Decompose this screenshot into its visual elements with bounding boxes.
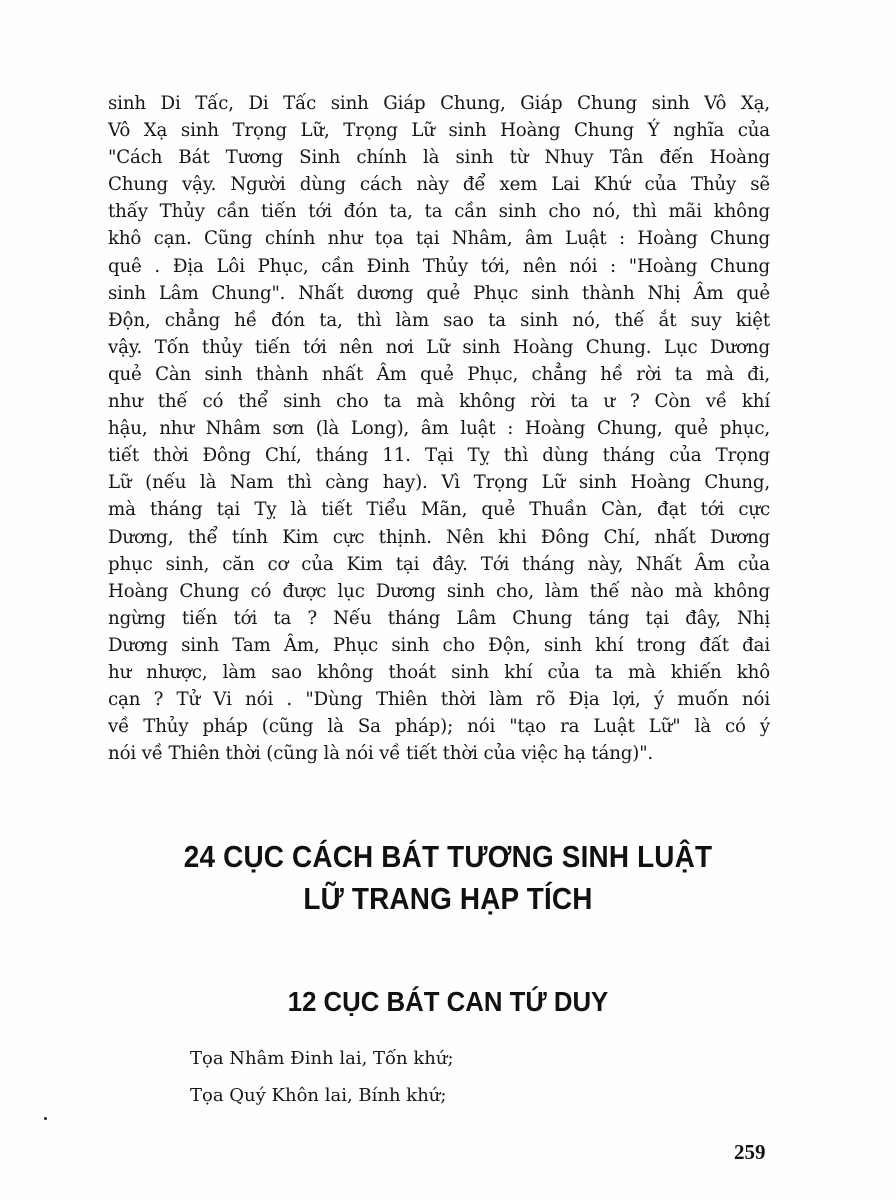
text-line: sinh Di Tấc, Di Tấc sinh Giáp Chung, Giáp Chung sinh Vô Xạ, (108, 93, 770, 114)
page-number: 259 (734, 1140, 766, 1164)
chapter-heading-line: LỮ TRANG HẠP TÍCH (303, 881, 593, 916)
text-line: hư nhược, làm sao không thoát sinh khí của ta mà khiến khô (108, 661, 770, 683)
text-line: vậy. Tốn thủy tiến tới nên nơi Lữ sinh Hoàng Chung. Lục Dương (108, 336, 770, 358)
text-line: Vô Xạ sinh Trọng Lữ, Trọng Lữ sinh Hoàng Chung Ý nghĩa của (108, 120, 770, 142)
verse-line: Tọa Nhâm Đinh lai, Tốn khứ; (190, 1048, 454, 1069)
text-line: nói về Thiên thời (cũng là nói về tiết thời của việc hạ táng)". (108, 743, 654, 765)
text-line: ngừng tiến tới ta ? Nếu tháng Lâm Chung táng tại đây, Nhị (108, 607, 770, 629)
text-line: như thế có thể sinh cho ta mà không rời ta ư ? Còn về khí (108, 391, 770, 413)
text-line: mà tháng tại Tỵ là tiết Tiểu Mãn, quẻ Thuần Càn, đạt tới cực (108, 499, 770, 521)
text-line: khô cạn. Cũng chính như tọa tại Nhâm, âm Luật : Hoàng Chung (108, 228, 770, 250)
text-line: Lữ (nếu là Nam thì càng hay). Vì Trọng Lữ sinh Hoàng Chung, (108, 472, 770, 494)
text-line: Dương, thể tính Kim cực thịnh. Nên khi Đông Chí, nhất Dương (108, 526, 770, 548)
text-line: cạn ? Tử Vi nói . "Dùng Thiên thời làm rõ Địa lợi, ý muốn nói (108, 689, 770, 711)
verse-list (190, 1040, 454, 1114)
text-line: Dương sinh Tam Âm, Phục sinh cho Độn, sinh khí trong đất đai (108, 634, 770, 656)
text-line: Hoàng Chung có được lục Dương sinh cho, làm thế nào mà không (108, 580, 770, 602)
text-line: sinh Lâm Chung". Nhất dương quẻ Phục sinh thành Nhị Âm quẻ (108, 282, 770, 304)
chapter-heading (180, 836, 716, 920)
text-line: Độn, chẳng hề đón ta, thì làm sao ta sinh nó, thế ắt suy kiệt (108, 309, 770, 331)
text-line: phục sinh, căn cơ của Kim tại đây. Tới tháng này, Nhất Âm của (108, 553, 770, 575)
verse-line: Tọa Quý Khôn lai, Bính khứ; (190, 1085, 447, 1106)
text-line: Chung vậy. Người dùng cách này để xem Lai Khứ của Thủy sẽ (108, 174, 770, 196)
text-line: quê . Địa Lôi Phục, cần Đinh Thủy tới, nên nói : "Hoàng Chung (108, 255, 770, 277)
section-heading: 12 CỤC BÁT CAN TỨ DUY (287, 986, 609, 1017)
text-line: "Cách Bát Tương Sinh chính là sinh từ Nhuy Tân đến Hoàng (108, 147, 770, 169)
scan-speck (44, 1117, 47, 1120)
chapter-heading-line: 24 CỤC CÁCH BÁT TƯƠNG SINH LUẬT (183, 839, 713, 874)
text-line: quẻ Càn sinh thành nhất Âm quẻ Phục, chẳng hề rời ta mà đi, (108, 363, 770, 385)
text-line: thấy Thủy cần tiến tới đón ta, ta cần sinh cho nó, thì mãi không (108, 201, 770, 223)
text-line: tiết thời Đông Chí, tháng 11. Tại Tỵ thì dùng tháng của Trọng (108, 445, 770, 467)
text-line: hậu, như Nhâm sơn (là Long), âm luật : Hoàng Chung, quẻ phục, (108, 418, 770, 440)
body-paragraph (108, 90, 770, 767)
text-line: về Thủy pháp (cũng là Sa pháp); nói "tạo ra Luật Lữ" là có ý (108, 716, 770, 738)
